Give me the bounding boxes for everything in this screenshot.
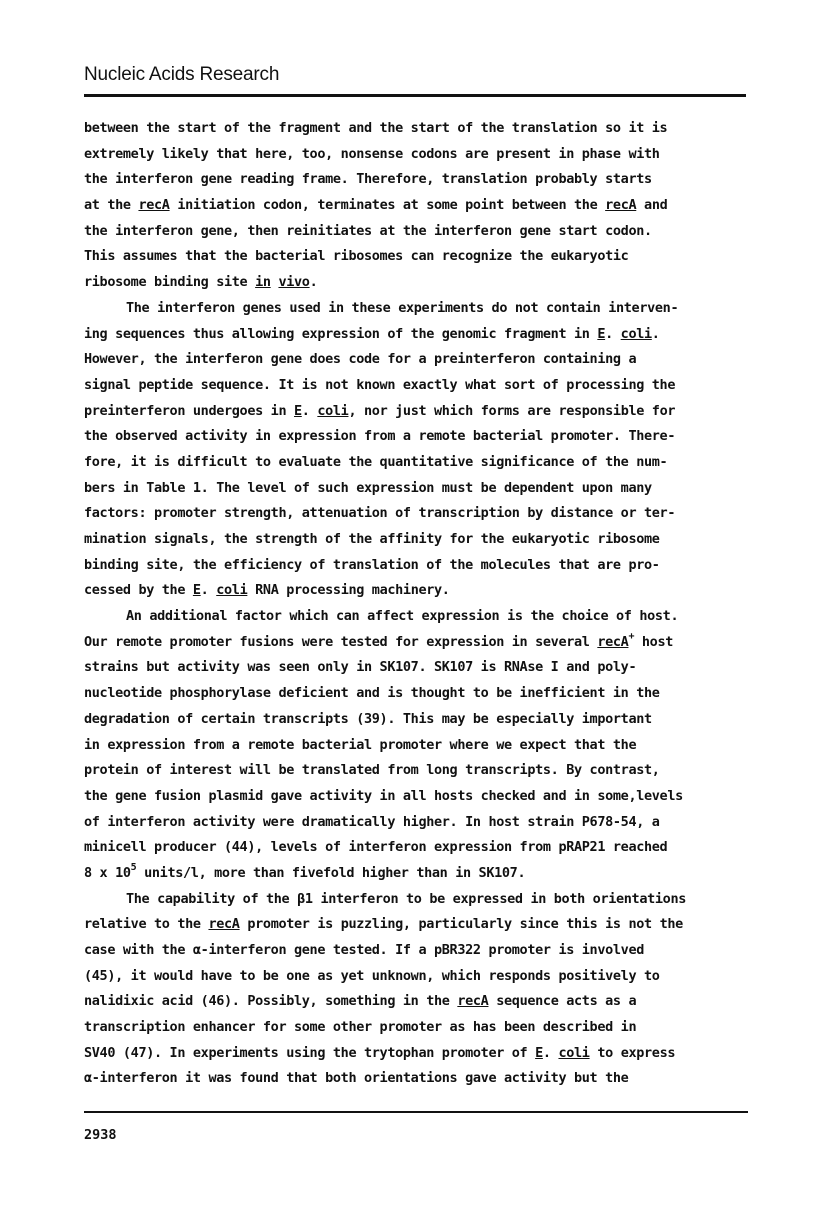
body-text: [84, 116, 764, 1092]
text-line: nucleotide phosphorylase deficient and is thought to be inefficient in the: [84, 685, 660, 702]
text-line: protein of interest will be translated from long transcripts. By contrast,: [84, 762, 660, 779]
text-line: preinterferon undergoes in E. coli, nor just which forms are responsible for: [84, 402, 676, 419]
paragraph-start: An additional factor which can affect expression is the choice of host.: [126, 608, 679, 625]
text-line: degradation of certain transcripts (39). This may be especially important: [84, 710, 652, 727]
text-line: This assumes that the bacterial ribosomes can recognize the eukaryotic: [84, 248, 629, 265]
text-line: the interferon gene, then reinitiates at the interferon gene start codon.: [84, 222, 652, 239]
text-line: in expression from a remote bacterial promoter where we expect that the: [84, 736, 637, 753]
paragraph-start: The capability of the β1 interferon to be expressed in both orientations: [126, 890, 686, 907]
gene-name: recA: [605, 197, 637, 214]
text-line: ing sequences thus allowing expression of the genomic fragment in E. coli.: [84, 325, 660, 342]
page-number: 2938: [84, 1127, 117, 1143]
text-line: minicell producer (44), levels of interferon expression from pRAP21 reached: [84, 839, 668, 856]
text-line: extremely likely that here, too, nonsense codons are present in phase with: [84, 145, 660, 162]
text-line: binding site, the efficiency of translation of the molecules that are pro-: [84, 556, 660, 573]
text-line: (45), it would have to be one as yet unknown, which responds positively to: [84, 967, 660, 984]
text-line: fore, it is difficult to evaluate the quantitative significance of the num-: [84, 453, 668, 470]
text-line: transcription enhancer for some other promoter as has been described in: [84, 1019, 637, 1036]
text-line: cessed by the E. coli RNA processing machinery.: [84, 582, 450, 599]
text-line: However, the interferon gene does code for a preinterferon containing a: [84, 351, 637, 368]
text-line: bers in Table 1. The level of such expression must be dependent upon many: [84, 479, 652, 496]
text-line: Our remote promoter fusions were tested for expression in several recA+ host: [84, 630, 674, 650]
header-rule: [84, 94, 746, 97]
text-line: ribosome binding site in vivo.: [84, 274, 318, 291]
text-line: the interferon gene reading frame. Therefore, translation probably starts: [84, 171, 652, 188]
gene-name: recA: [138, 197, 170, 214]
journal-title: Nucleic Acids Research: [84, 64, 280, 85]
text-line: factors: promoter strength, attenuation of transcription by distance or ter-: [84, 505, 676, 522]
text-line: nalidixic acid (46). Possibly, something in the recA sequence acts as a: [84, 993, 637, 1010]
text-line: α-interferon it was found that both orientations gave activity but the: [84, 1070, 629, 1087]
text-line: the gene fusion plasmid gave activity in all hosts checked and in some,levels: [84, 787, 683, 804]
text-line: 8 x $10^5$ units/l, more than fivefold higher than in SK107.: [84, 861, 526, 881]
text-line: SV40 (47). In experiments using the trytophan promoter of E. coli to express: [84, 1044, 676, 1061]
text-line: the observed activity in expression from a remote bacterial promoter. There-: [84, 428, 676, 445]
text-line: of interferon activity were dramatically higher. In host strain P678-54, a: [84, 813, 660, 830]
paragraph-start: The interferon genes used in these experiments do not contain interven-: [126, 299, 679, 316]
text-line: case with the α-interferon gene tested. If a pBR322 promoter is involved: [84, 942, 644, 958]
text-line: signal peptide sequence. It is not known exactly what sort of processing the: [84, 376, 676, 393]
text-line: between the start of the fragment and the start of the translation so it is: [84, 120, 668, 136]
text-line: strains but activity was seen only in SK107. SK107 is RNAse I and poly-: [84, 659, 637, 676]
footer-rule: [84, 1111, 748, 1113]
text-line: at the recA initiation codon, terminates at some point between the recA and: [84, 197, 668, 214]
text-line: relative to the recA promoter is puzzling, particularly since this is not the: [84, 916, 683, 933]
text-line: mination signals, the strength of the affinity for the eukaryotic ribosome: [84, 531, 660, 547]
